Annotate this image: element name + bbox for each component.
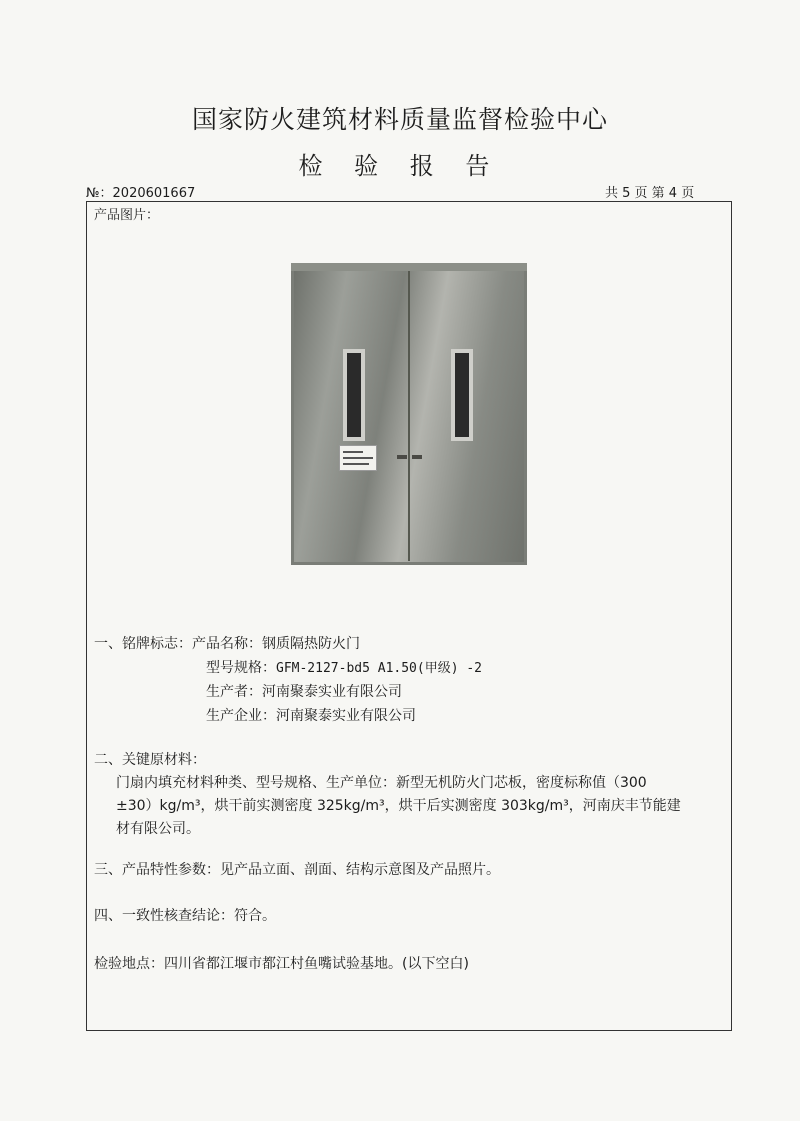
producer-value: 河南聚泰实业有限公司 <box>262 684 402 700</box>
door-handle-right <box>412 455 422 459</box>
conclusion-text: 四、一致性核查结论：符合。 <box>94 908 276 924</box>
organization-title: 国家防火建筑材料质量监督检验中心 <box>191 105 608 134</box>
materials-line-1: 门扇内填充材料种类、型号规格、生产单位：新型无机防火门芯板，密度标称值（300 <box>116 775 647 791</box>
model-row <box>206 658 482 679</box>
model-label: 型号规格： <box>206 660 276 676</box>
tag-line <box>343 451 363 453</box>
product-photo-label: 产品图片： <box>94 208 160 223</box>
document-title: 检 验 报 告 <box>298 152 502 180</box>
nameplate-heading-row <box>94 634 360 655</box>
sample-tag <box>339 445 377 471</box>
door-window-left <box>343 349 365 441</box>
materials-line-3: 材有限公司。 <box>116 821 200 837</box>
door-center-seam <box>408 271 410 561</box>
door-handle-left <box>397 455 407 459</box>
nameplate-heading: 一、铭牌标志： <box>94 636 192 652</box>
manufacturer-value: 河南聚泰实业有限公司 <box>276 708 416 724</box>
door-window-right <box>451 349 473 441</box>
materials-line-2: ±30）kg/m³，烘干前实测密度 325kg/m³，烘干后实测密度 303kg/m³，河南庆丰节能建 <box>116 798 681 814</box>
producer-row <box>206 682 402 703</box>
tag-line <box>343 463 369 465</box>
product-name-value: 钢质隔热防火门 <box>262 636 360 652</box>
product-name-label: 产品名称： <box>192 636 262 652</box>
materials-heading: 二、关键原材料： <box>94 752 206 768</box>
model-value: GFM-2127-bd5 A1.50(甲级) -2 <box>276 661 483 676</box>
page-indicator: 共 5 页 第 4 页 <box>605 186 695 201</box>
product-photo <box>291 263 527 565</box>
manufacturer-label: 生产企业： <box>206 708 276 724</box>
characteristics-text: 三、产品特性参数：见产品立面、剖面、结构示意图及产品照片。 <box>94 862 500 878</box>
report-number: №：2020601667 <box>86 186 196 201</box>
door-frame-top <box>291 263 527 271</box>
test-location-text: 检验地点：四川省都江堰市都江村鱼嘴试验基地。(以下空白) <box>94 956 469 972</box>
tag-line <box>343 457 373 459</box>
producer-label: 生产者： <box>206 684 262 700</box>
manufacturer-row <box>206 706 416 727</box>
